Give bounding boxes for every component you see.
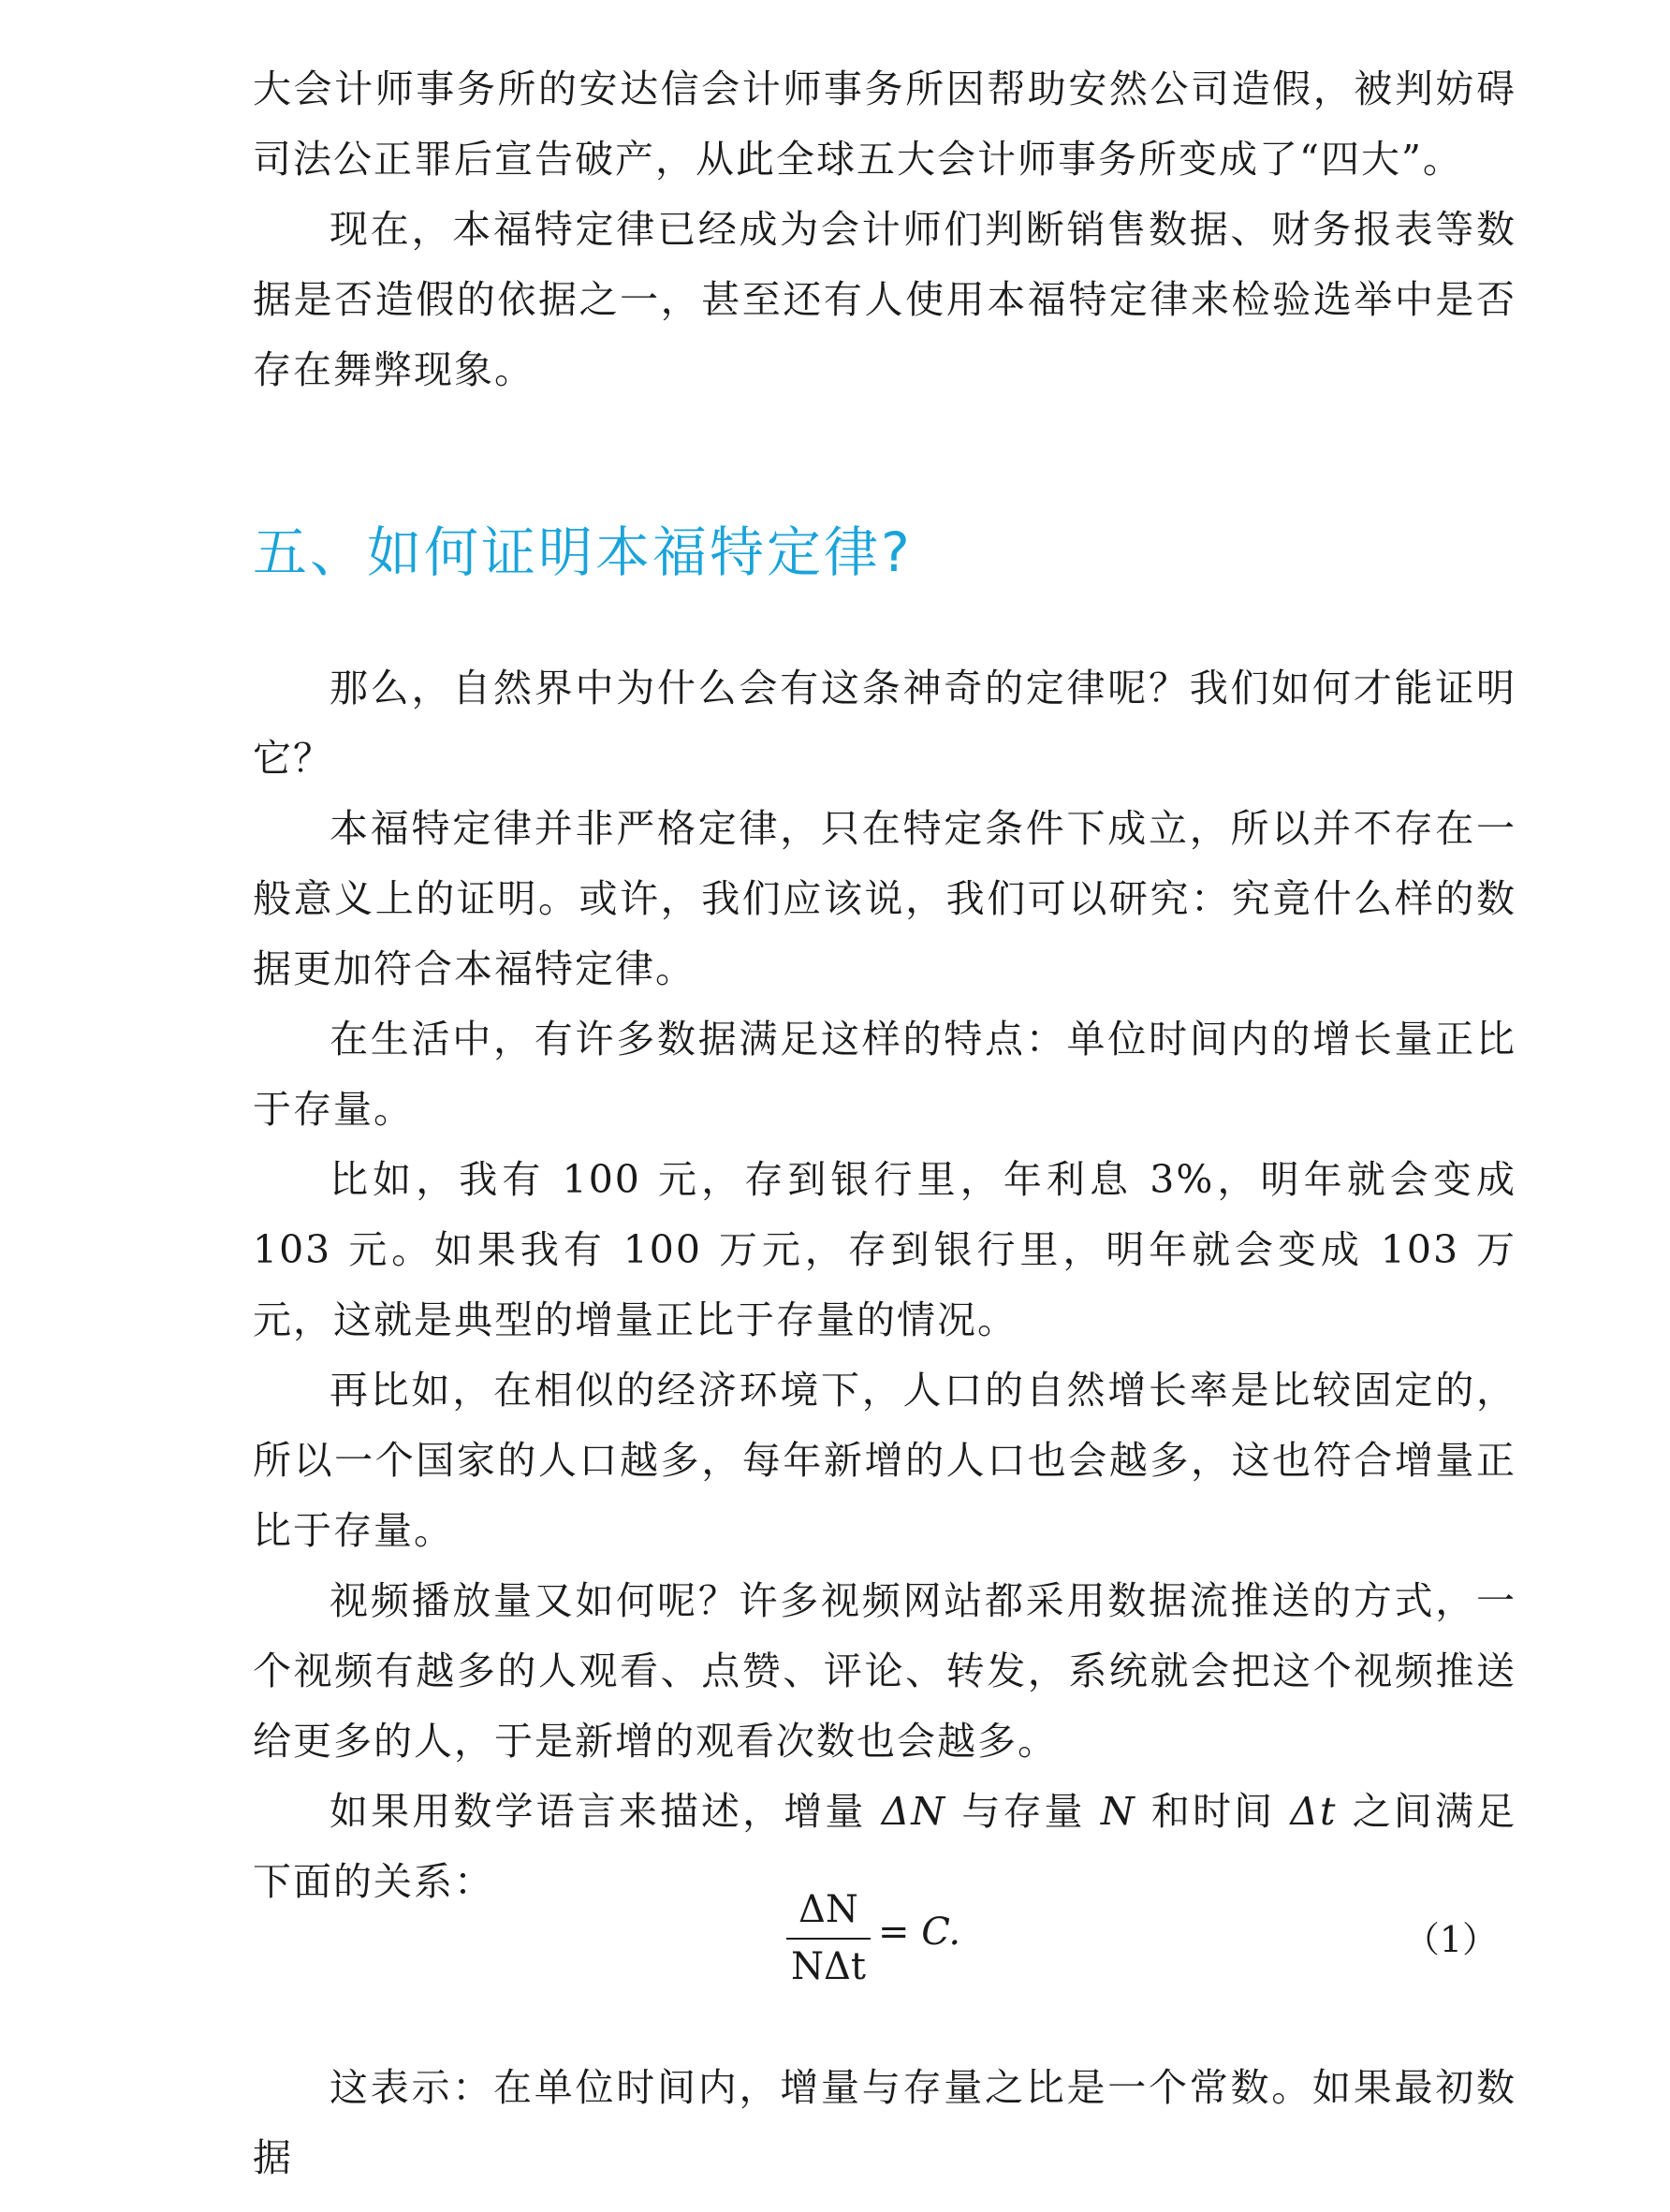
paragraph-video: 视频播放量又如何呢？许多视频网站都采用数据流推送的方式，一个视频有越多的人观看、点赞、评论、转发，系统就会把这个视频推送给更多的人，于是新增的观看次数也会越多。 bbox=[253, 1578, 1516, 1764]
fraction-numerator: ΔN bbox=[798, 1888, 858, 1931]
math-text-2: 与存量 bbox=[946, 1789, 1101, 1834]
paragraph-question: 那么，自然界中为什么会有这条神奇的定律呢？我们如何才能证明它？ bbox=[253, 666, 1516, 781]
equation-fraction bbox=[786, 1884, 871, 1993]
paragraph-bank-example: 比如，我有 100 元，存到银行里，年利息 3%，明年就会变成 103 元。如果我有 100 万元，存到银行里，明年就会变成 103 万元，这就是典型的增量正比于存量的情况。 bbox=[253, 1157, 1516, 1342]
paragraph-ratio: 这表示：在单位时间内，增量与存量之比是一个常数。如果最初数据 bbox=[253, 2065, 1516, 2180]
paragraph-andersen: 大会计师事务所的安达信会计师事务所因帮助安然公司造假，被判妨碍司法公正罪后宣告破产，从此全球五大会计师事务所变成了“四大”。 bbox=[253, 66, 1516, 182]
fraction-bar bbox=[786, 1938, 871, 1940]
equation-number: （1） bbox=[1403, 1919, 1498, 1960]
math-text-1: 如果用数学语言来描述，增量 bbox=[330, 1789, 882, 1834]
equation-rhs: = C. bbox=[878, 1911, 961, 1954]
main-text-block bbox=[253, 653, 1516, 1917]
fraction-denominator: NΔt bbox=[791, 1945, 866, 1988]
math-var-delta-n: ΔN bbox=[881, 1789, 947, 1834]
section-title: 五、如何证明本福特定律? bbox=[253, 520, 913, 584]
math-var-n: N bbox=[1100, 1789, 1136, 1834]
paragraph-growth: 在生活中，有许多数据满足这样的特点：单位时间内的增长量正比于存量。 bbox=[253, 1017, 1516, 1132]
top-text-block bbox=[253, 54, 1516, 405]
paragraph-population: 再比如，在相似的经济环境下，人口的自然增长率是比较固定的，所以一个国家的人口越多，每年新增的人口也会越多，这也符合增量正比于存量。 bbox=[253, 1368, 1516, 1553]
bottom-text-block bbox=[253, 2053, 1516, 2193]
equation-1 bbox=[253, 1884, 1516, 2006]
math-text-4: 之间满足下面的关系： bbox=[253, 1789, 1516, 1904]
math-var-delta-t: Δt bbox=[1290, 1789, 1338, 1834]
math-text-3: 和时间 bbox=[1135, 1789, 1291, 1834]
paragraph-benford-accounting: 现在，本福特定律已经成为会计师们判断销售数据、财务报表等数据是否造假的依据之一，甚至还有人使用本福特定律来检验选举中是否存在舞弊现象。 bbox=[253, 207, 1516, 392]
paragraph-not-strict: 本福特定律并非严格定律，只在特定条件下成立，所以并不存在一般意义上的证明。或许，我们应该说，我们可以研究：究竟什么样的数据更加符合本福特定律。 bbox=[253, 806, 1516, 991]
